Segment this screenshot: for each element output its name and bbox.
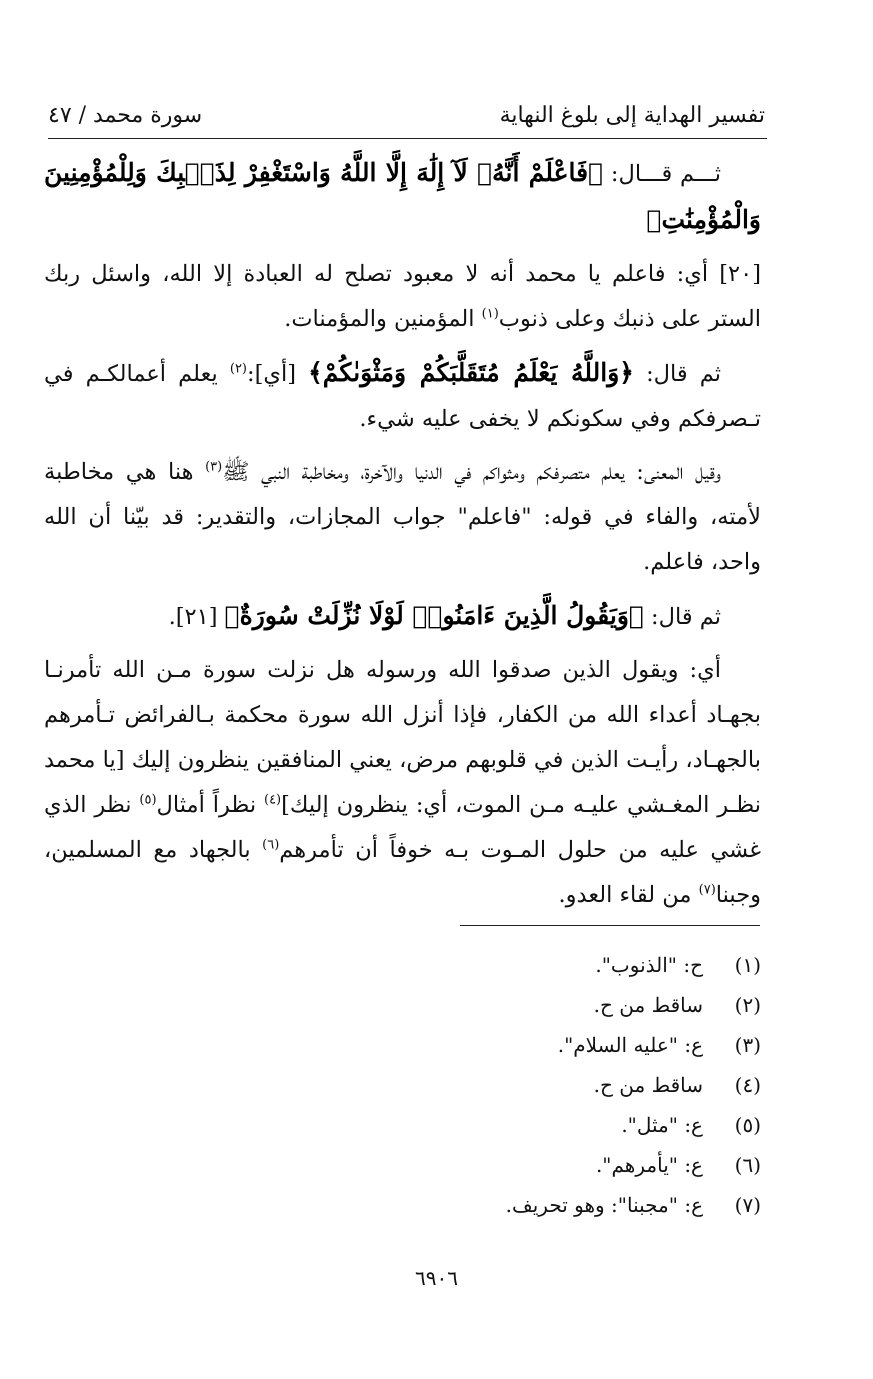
- footnote-divider: [460, 925, 760, 926]
- footnote-item: (١) ح: "الذنوب".: [595, 953, 761, 977]
- footnote-item: (٢) ساقط من ح.: [593, 993, 761, 1017]
- footnote-item: (٦) ع: "يأمرهم".: [595, 1153, 761, 1177]
- paragraph-4: وقيل المعنى: يعلم متصرفكم ومثواكم في الدنيا والآخرة، ومخاطبة النبي ﷺ$^{(٣)}$ هنا هي مخاطبة لأمته، والفاء في قوله: "فاعلم" جواب المجازات، والتقدير: قد بيّنا أن الله واحد، فاعلم.: [44, 459, 761, 575]
- footnotes-list: [361, 945, 761, 1225]
- footnote-item: (٣) ع: "عليه السلام".: [557, 1033, 761, 1057]
- footnote-ref: (٦): [262, 837, 280, 853]
- main-text: [44, 150, 761, 926]
- quran-verse: ﴿وَاللَّهُ يَعْلَمُ مُتَقَلَّبَكُمْ وَمَثْوَىٰكُمْ﴾: [308, 358, 634, 387]
- quran-verse: ﴿فَاعْلَمْ أَنَّهُۥ لَآ إِلَٰهَ إِلَّا اللَّهُ وَاسْتَغْفِرْ لِذَنۢبِكَ وَلِلْمُؤْمِنِينَ وَالْمُؤْمِنَٰتِ﴾: [44, 158, 761, 234]
- footnote-item: (٧) ع: "مجبنا": وهو تحريف.: [505, 1193, 761, 1217]
- surah-label: سورة محمد / ٤٧: [48, 102, 203, 128]
- footnote-ref: (١): [481, 306, 499, 322]
- footnote-item: (٤) ساقط من ح.: [593, 1073, 761, 1097]
- quran-verse: ﴿وَيَقُولُ الَّذِينَ ءَامَنُوا۟ لَوْلَا نُزِّلَتْ سُورَةٌ﴾: [224, 601, 644, 630]
- footnote-ref: (٧): [698, 882, 716, 898]
- page-number: ٦٩٠٦: [415, 1266, 458, 1290]
- footnote-item: (٥) ع: "مثل".: [621, 1113, 761, 1137]
- paragraph-5: ثم قال: ﴿وَيَقُولُ الَّذِينَ ءَامَنُوا۟ لَوْلَا نُزِّلَتْ سُورَةٌ﴾ [٢١].: [168, 601, 721, 630]
- footnote-ref: (٤): [263, 792, 282, 808]
- footnote-ref: (٢): [229, 361, 247, 377]
- running-header: [48, 100, 765, 130]
- footnote-ref: (٥): [139, 792, 157, 808]
- paragraph-6: أي: ويقول الذين صدقوا الله ورسوله هل نزلت سورة مـن الله تأمرنـا بجهـاد أعداء الله من الكفار، فإذا أنزل الله سورة محكمة بـالفرائض تـأمرهم بالجهـاد، رأيـت الذين في قلوبهم مرض، يعني المنافقين ينظرون إليك [يا محمد نظـر المغـشي عليـه مـن الموت، أي: ينظرون إليك]$^{(٤)}$ نظراً أمثال$^{(٥)}$ نظر الذي غشي عليه من حلول المـوت بـه خوفاً أن تأمرهم$^{(٦)}$ بالجهاد مع المسلمين، وجبنا$^{(٧)}$ من لقاء العدو.: [44, 657, 761, 908]
- header-divider: [48, 138, 767, 139]
- paragraph-3: ثم قال: ﴿وَاللَّهُ يَعْلَمُ مُتَقَلَّبَكُمْ وَمَثْوَىٰكُمْ﴾ [أي]:$^{(٢)}$ يعلم أعمالكـم في تـصرفكم وفي سكونكم لا يخفى عليه شيء.: [44, 358, 761, 432]
- footnote-ref: (٣): [205, 459, 223, 475]
- paragraph-1: ثـــم قـــال: ﴿فَاعْلَمْ أَنَّهُۥ لَآ إِلَٰهَ إِلَّا اللَّهُ وَاسْتَغْفِرْ لِذَنۢبِكَ وَلِلْمُؤْمِنِينَ وَالْمُؤْمِنَٰتِ﴾: [44, 158, 761, 234]
- paragraph-2: [٢٠] أي: فاعلم يا محمد أنه لا معبود تصلح له العبادة إلا الله، واسئل ربك الستر على ذنبك وعلى ذنوب$^{(١)}$ المؤمنين والمؤمنات.: [44, 261, 761, 332]
- book-title: تفسير الهداية إلى بلوغ النهاية: [499, 102, 765, 128]
